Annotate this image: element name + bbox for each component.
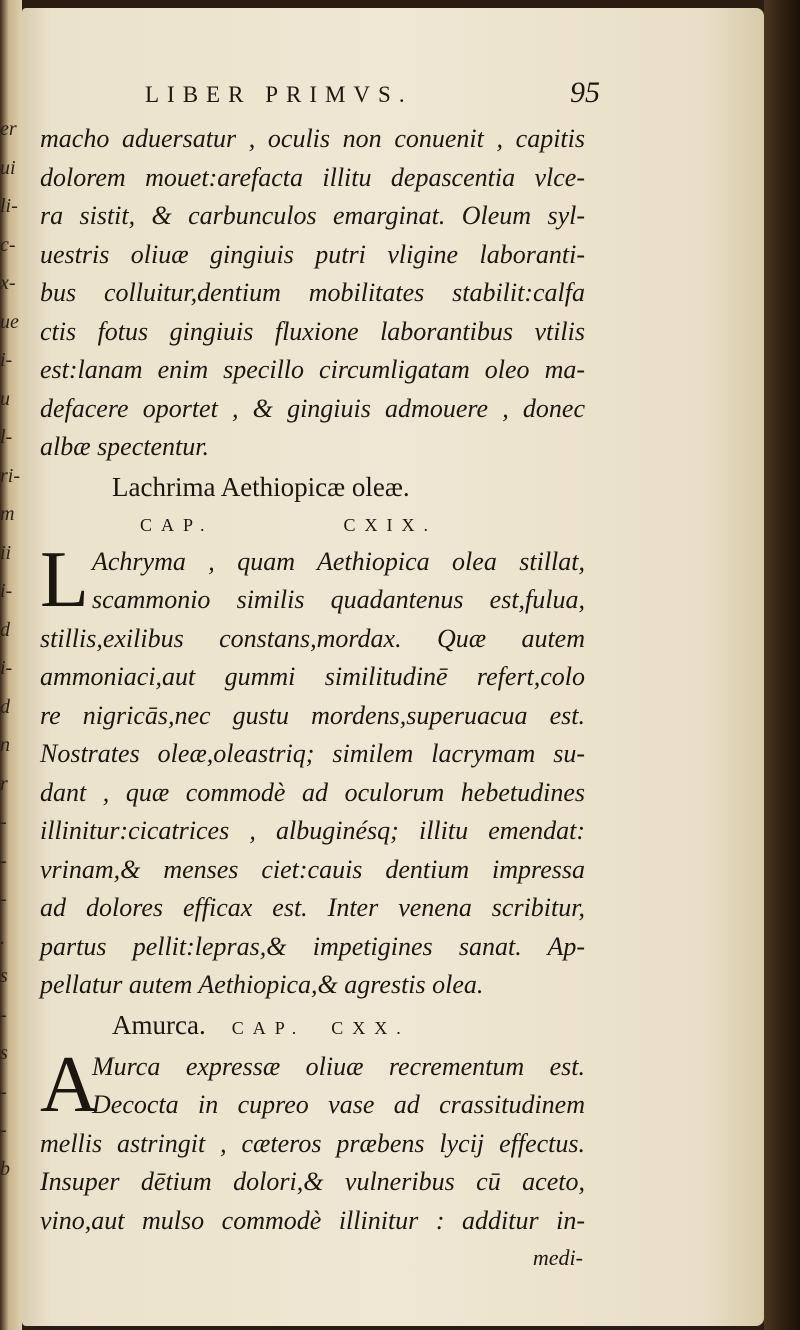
margin-fragment: - xyxy=(0,1003,7,1026)
section-body xyxy=(40,1040,585,1277)
text-line: Decocta in cupreo vase ad crassitudinem xyxy=(92,1090,585,1119)
margin-fragment: x- xyxy=(0,272,16,294)
facing-page-margin-fragments xyxy=(0,110,22,1188)
margin-fragment: r xyxy=(0,772,8,795)
text-line: dolorem mouet:arefacta illitu depascentia vlce- xyxy=(40,162,585,192)
margin-fragment: - xyxy=(0,849,7,872)
folio-number: 95 xyxy=(570,76,600,109)
running-head: LIBER PRIMVS. xyxy=(145,82,413,107)
text-line: bus colluitur,dentium mobilitates stabilit:calfa xyxy=(40,278,585,307)
text-line: ra sistit, & carbunculos emarginat. Oleum syl- xyxy=(40,201,585,230)
text-line: ad dolores efficax est. Inter venena scribitur, xyxy=(40,893,585,922)
text-line: pellatur autem Aethiopica,& agrestis olea. xyxy=(40,970,484,999)
section-title: Lachrima Aethiopicæ oleæ. xyxy=(112,471,410,502)
margin-fragment: n xyxy=(0,734,10,756)
text-line: uestris oliuæ gingiuis putri vligine laboranti- xyxy=(40,239,585,269)
margin-fragment: - xyxy=(0,1080,7,1103)
margin-fragment: i- xyxy=(0,349,13,371)
text-line: macho aduersatur , oculis non conuenit , capitis xyxy=(40,124,585,153)
margin-fragment: s xyxy=(0,965,8,987)
text-line: Achryma , quam Aethiopica olea stillat, xyxy=(92,546,585,576)
margin-fragment: s xyxy=(0,1042,8,1064)
margin-fragment: er xyxy=(0,118,17,140)
margin-fragment: . xyxy=(0,926,5,949)
chapter-number: CXIX. xyxy=(343,514,438,535)
text-line: re nigricās,nec gustu mordens,superuacua est. xyxy=(40,700,585,730)
margin-fragment: - xyxy=(0,811,7,833)
margin-fragment: b xyxy=(0,1157,10,1180)
margin-fragment: c- xyxy=(0,233,16,256)
page-edge-dark xyxy=(764,0,800,1330)
margin-fragment: ri- xyxy=(0,464,20,487)
text-line: dant , quæ commodè ad oculorum hebetudines xyxy=(40,777,585,807)
text-line: defacere oportet , & gingiuis admouere , donec xyxy=(40,393,585,423)
text-line: stillis,exilibus constans,mordax. Quæ autem xyxy=(40,623,585,653)
margin-fragment: - xyxy=(0,888,7,910)
margin-fragment: d xyxy=(0,695,10,718)
drop-initial: A xyxy=(40,1040,98,1129)
text-line: ctis fotus gingiuis fluxione laborantibus vtilis xyxy=(40,316,585,346)
text-line: vino,aut mulso commodè illinitur : additur in- xyxy=(40,1205,585,1235)
margin-fragment: l- xyxy=(0,426,13,448)
section-title xyxy=(40,1005,585,1048)
section-body xyxy=(40,535,585,1005)
margin-fragment: ii xyxy=(0,541,12,564)
text-line: Murca expressæ oliuæ recrementum est. xyxy=(92,1051,585,1081)
text-line: illinitur:cicatrices , albuginésq; illitu emendat: xyxy=(40,816,585,845)
margin-fragment: li- xyxy=(0,195,18,217)
chapter-cap: CAP. xyxy=(140,514,214,535)
main-text-block xyxy=(40,120,585,1276)
text-line: partus pellit:lepras,& impetigines sanat. Ap- xyxy=(40,931,585,961)
text-line: albæ spectentur. xyxy=(40,432,209,461)
chapter-label xyxy=(40,507,585,543)
margin-fragment: - xyxy=(0,1119,7,1141)
margin-fragment: ue xyxy=(0,310,19,333)
chapter-cap: CAP. xyxy=(231,1017,306,1038)
text-line: vrinam,& menses ciet:cauis dentium impressa xyxy=(40,854,585,884)
margin-fragment: i- xyxy=(0,580,13,602)
chapter-number: CXX. xyxy=(331,1017,410,1038)
text-line: scammonio similis quadantenus est,fulua, xyxy=(92,585,585,614)
margin-fragment: u xyxy=(0,387,10,410)
catchword: medi- xyxy=(532,1245,583,1270)
text-line: mellis astringit , cæteros præbens lycij effectus. xyxy=(40,1128,585,1158)
margin-fragment: d xyxy=(0,618,10,641)
page-header xyxy=(145,76,600,116)
margin-fragment: ui xyxy=(0,156,16,179)
margin-fragment: m xyxy=(0,503,15,525)
text-line: Insuper dētium dolori,& vulneribus cū aceto, xyxy=(40,1167,585,1196)
margin-fragment: i- xyxy=(0,657,13,679)
section-title-text: Amurca. xyxy=(112,1009,206,1040)
text-line: Nostrates oleæ,oleastriq; similem lacrymam su- xyxy=(40,739,585,768)
drop-initial: L xyxy=(40,535,89,624)
text-line: est:lanam enim specillo circumligatam oleo ma- xyxy=(40,355,585,384)
text-line: ammoniaci,aut gummi similitudinē refert,colo xyxy=(40,662,585,691)
